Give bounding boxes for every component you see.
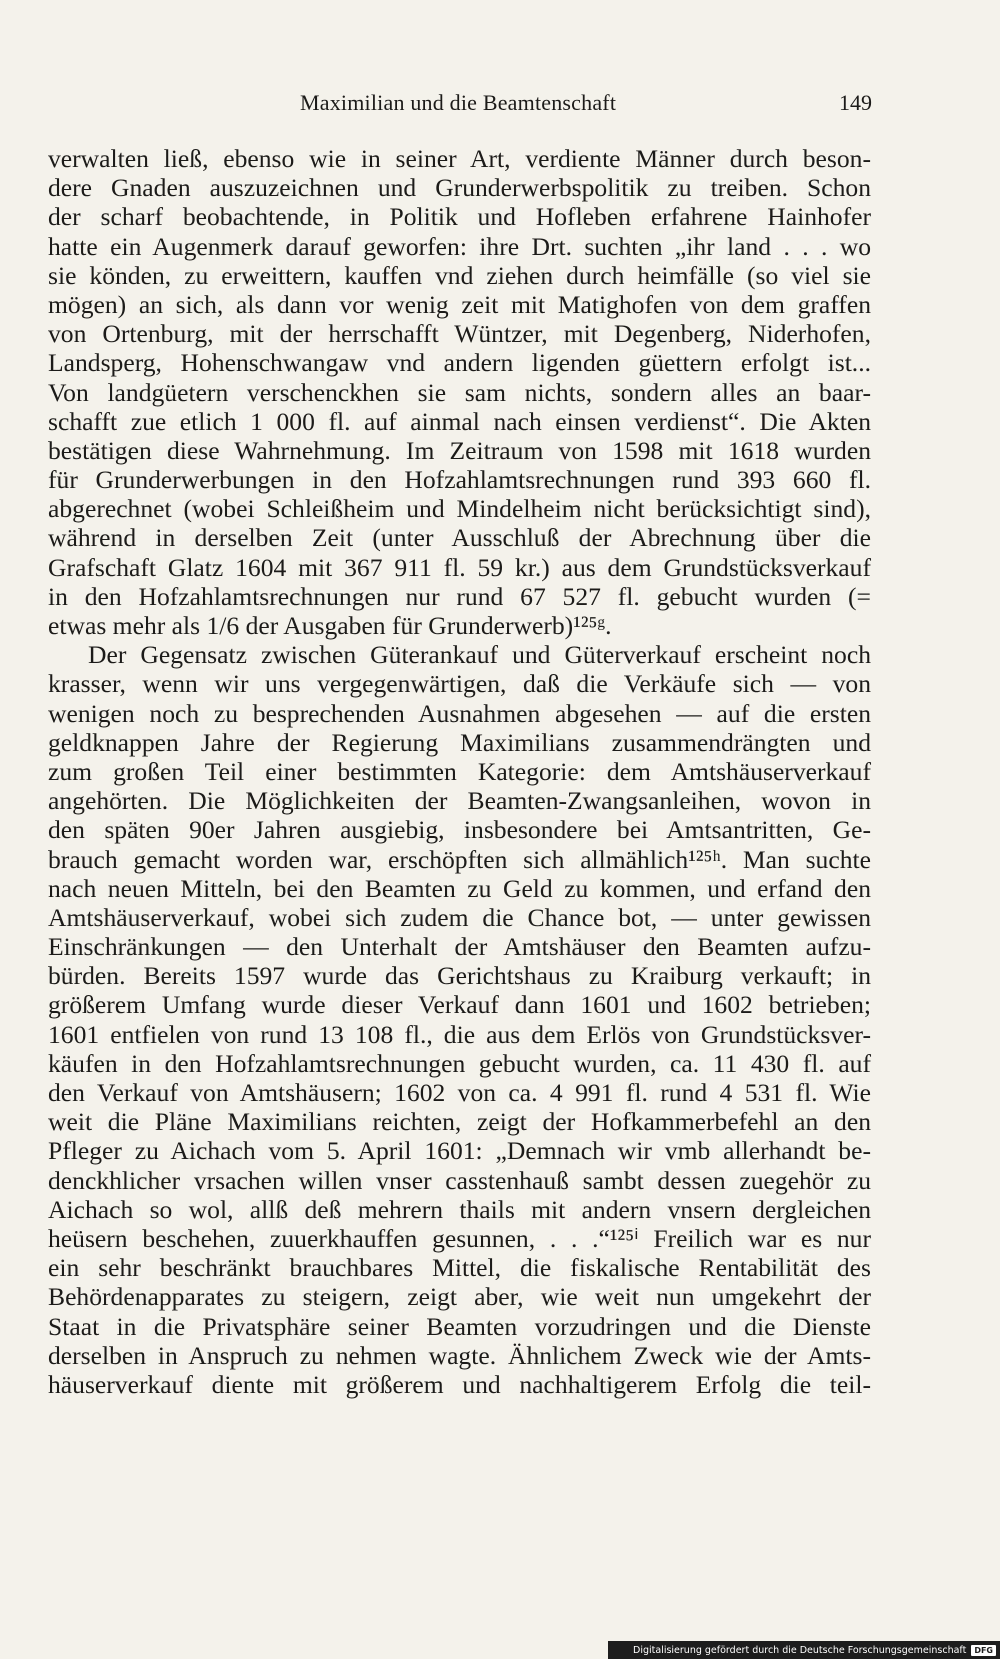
text-line: Pfleger zu Aichach vom 5. April 1601: „Demnach wir vmb allerhandt be- <box>48 1136 871 1166</box>
paragraph-end-line: etwas mehr als 1/6 der Ausgaben für Grunderwerb)¹²⁵ᵍ. <box>48 611 612 640</box>
text-line: größerem Umfang wurde dieser Verkauf dann 1601 und 1602 betrieben; <box>48 990 871 1020</box>
text-line: abgerechnet (wobei Schleißheim und Mindelheim nicht berücksichtigt sind), <box>48 494 871 524</box>
text-line: käufen in den Hofzahlamtsrechnungen gebucht wurden, ca. 11 430 fl. auf <box>48 1048 871 1078</box>
text-line: dere Gnaden auszuzeichnen und Grunderwerbspolitik zu treiben. Schon <box>48 173 871 203</box>
text-line: denckhlicher vrsachen willen vnser casstenhauß sambt dessen zuegehör zu <box>48 1165 871 1195</box>
running-title: Maximilian und die Beamtenschaft <box>300 90 617 115</box>
text-line: derselben in Anspruch zu nehmen wagte. Ähnlichem Zweck wie der Amts- <box>48 1340 871 1370</box>
digitization-credit-bar <box>608 1641 1000 1659</box>
text-line: weit die Pläne Maximilians reichten, zeigt der Hofkammerbefehl an den <box>48 1107 871 1137</box>
body-text <box>48 144 871 1399</box>
text-line: krasser, wenn wir uns vergegenwärtigen, daß die Verkäufe sich — von <box>48 669 871 699</box>
text-line: Staat in die Privatsphäre seiner Beamten vorzudringen und die Dienste <box>48 1311 871 1341</box>
text-line: geldknappen Jahre der Regierung Maximilians zusammendrängten und <box>48 727 871 757</box>
paragraph-first-line: Der Gegensatz zwischen Güterankauf und Güterverkauf erscheint noch <box>88 640 871 670</box>
text-line: nach neuen Mitteln, bei den Beamten zu Geld zu kommen, und erfand den <box>48 873 871 903</box>
text-line: Landsperg, Hohenschwangaw vnd andern ligenden güettern erfolgt ist... <box>48 348 871 378</box>
text-line: zum großen Teil einer bestimmten Kategorie: dem Amtshäuserverkauf <box>48 756 871 786</box>
text-line: verwalten ließ, ebenso wie in seiner Art, verdiente Männer durch beson- <box>48 144 871 173</box>
text-line: bestätigen diese Wahrnehmung. Im Zeitraum von 1598 mit 1618 wurden <box>48 435 871 465</box>
text-line: schafft zue etlich 1 000 fl. auf ainmal nach einsen verdienst“. Die Akten <box>48 406 871 436</box>
text-line: in den Hofzahlamtsrechnungen nur rund 67 527 fl. gebucht wurden (= <box>48 581 871 611</box>
text-line: während in derselben Zeit (unter Ausschluß der Abrechnung über die <box>48 523 871 553</box>
text-line: den Verkauf von Amtshäusern; 1602 von ca. 4 991 fl. rund 4 531 fl. Wie <box>48 1078 871 1107</box>
text-line: für Grunderwerbungen in den Hofzahlamtsrechnungen rund 393 660 fl. <box>48 465 871 495</box>
text-line: Behördenapparates zu steigern, zeigt aber, wie weit nun umgekehrt der <box>48 1282 871 1312</box>
text-line: angehörten. Die Möglichkeiten der Beamten-Zwangsanleihen, wovon in <box>48 786 871 816</box>
text-line: Aichach so wol, allß deß mehrern thails mit andern vnsern dergleichen <box>48 1194 871 1224</box>
digitization-credit-text: Digitalisierung gefördert durch die Deutsche Forschungsgemeinschaft <box>633 1644 967 1656</box>
text-line: hatte ein Augenmerk darauf geworfen: ihre Drt. suchten „ihr land . . . wo <box>48 231 871 261</box>
dfg-logo-icon: DFG <box>971 1645 996 1656</box>
text-line: Einschränkungen — den Unterhalt der Amtshäuser den Beamten aufzu- <box>48 932 871 962</box>
text-line: Grafschaft Glatz 1604 mit 367 911 fl. 59 kr.) aus dem Grundstücksverkauf <box>48 552 871 582</box>
text-line: sie könden, zu erweittern, kauffen vnd ziehen durch heimfälle (so viel sie <box>48 260 871 290</box>
text-line: 1601 entfielen von rund 13 108 fl., die aus dem Erlös von Grundstücksver- <box>48 1019 871 1049</box>
text-line: heüsern beschehen, zuuerkhauffen gesunnen, . . .“¹²⁵ⁱ Freilich war es nur <box>48 1223 871 1253</box>
text-line: von Ortenburg, mit der herrschafft Wüntzer, mit Degenberg, Niderhofen, <box>48 319 871 349</box>
text-line: mögen) an sich, als dann vor wenig zeit mit Matighofen von dem graffen <box>48 289 871 319</box>
text-line: Amtshäuserverkauf, wobei sich zudem die Chance bot, — unter gewissen <box>48 902 871 932</box>
text-line: bürden. Bereits 1597 wurde das Gerichtshaus zu Kraiburg verkauft; in <box>48 961 871 991</box>
text-line: ein sehr beschränkt brauchbares Mittel, die fiskalische Rentabilität des <box>48 1253 871 1283</box>
text-line: der scharf beobachtende, in Politik und Hofleben erfahrene Hainhofer <box>48 202 871 232</box>
text-line: häuserverkauf diente mit größerem und nachhaltigerem Erfolg die teil- <box>48 1369 871 1399</box>
page-number: 149 <box>839 90 872 115</box>
text-line: wenigen noch zu besprechenden Ausnahmen abgesehen — auf die ersten <box>48 698 871 728</box>
text-line: brauch gemacht worden war, erschöpften sich allmählich¹²⁵ʰ. Man suchte <box>48 844 871 874</box>
text-line: Von landgüetern verschenckhen sie sam nichts, sondern alles an baar- <box>48 377 871 407</box>
page-header <box>48 90 872 126</box>
text-line: den späten 90er Jahren ausgiebig, insbesondere bei Amtsantritten, Ge- <box>48 815 871 845</box>
